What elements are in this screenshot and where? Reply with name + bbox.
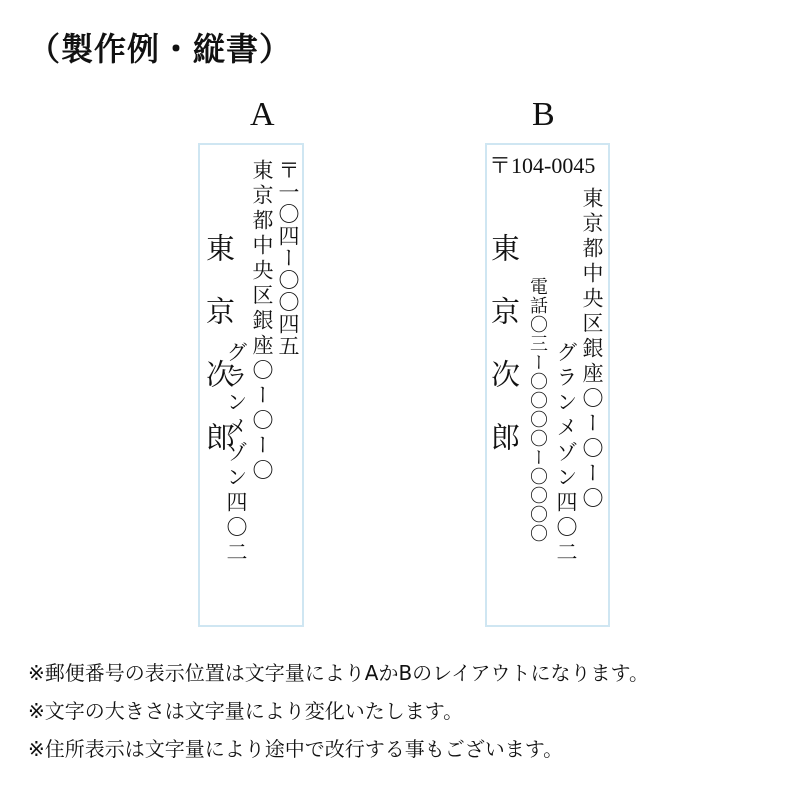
note-address-wrap: ※住所表示は文字量により途中で改行する事もございます。 xyxy=(28,737,564,761)
sample-a-postal: 〒一〇四ー〇〇四五 xyxy=(276,159,300,357)
sample-b-postal: 〒104-0045 xyxy=(489,153,596,178)
sample-a-card xyxy=(198,143,304,627)
sample-b-address1: 東京都中央区銀座〇ー〇ー〇 xyxy=(580,187,604,512)
sample-b-address2: グランメゾン四〇二 xyxy=(554,341,578,566)
sample-a-address1: 東京都中央区銀座〇ー〇ー〇 xyxy=(250,159,274,484)
note-font-size: ※文字の大きさは文字量により変化いたします。 xyxy=(28,699,464,723)
sample-b-name: 東 京 次 郎 xyxy=(487,233,521,451)
label-a: A xyxy=(250,96,275,133)
sample-a-address2: グランメゾン四〇二 xyxy=(224,341,248,566)
sample-b-card xyxy=(485,143,610,627)
page-title: （製作例・縦書） xyxy=(28,30,293,68)
label-b: B xyxy=(532,96,555,133)
note-postal-position: ※郵便番号の表示位置は文字量によりAかBのレイアウトになります。 xyxy=(28,661,649,685)
sample-b-phone: 電話〇三ー〇〇〇〇ー〇〇〇〇 xyxy=(527,277,548,543)
sample-a-name: 東 京 次 郎 xyxy=(202,233,236,451)
notes xyxy=(28,654,649,768)
